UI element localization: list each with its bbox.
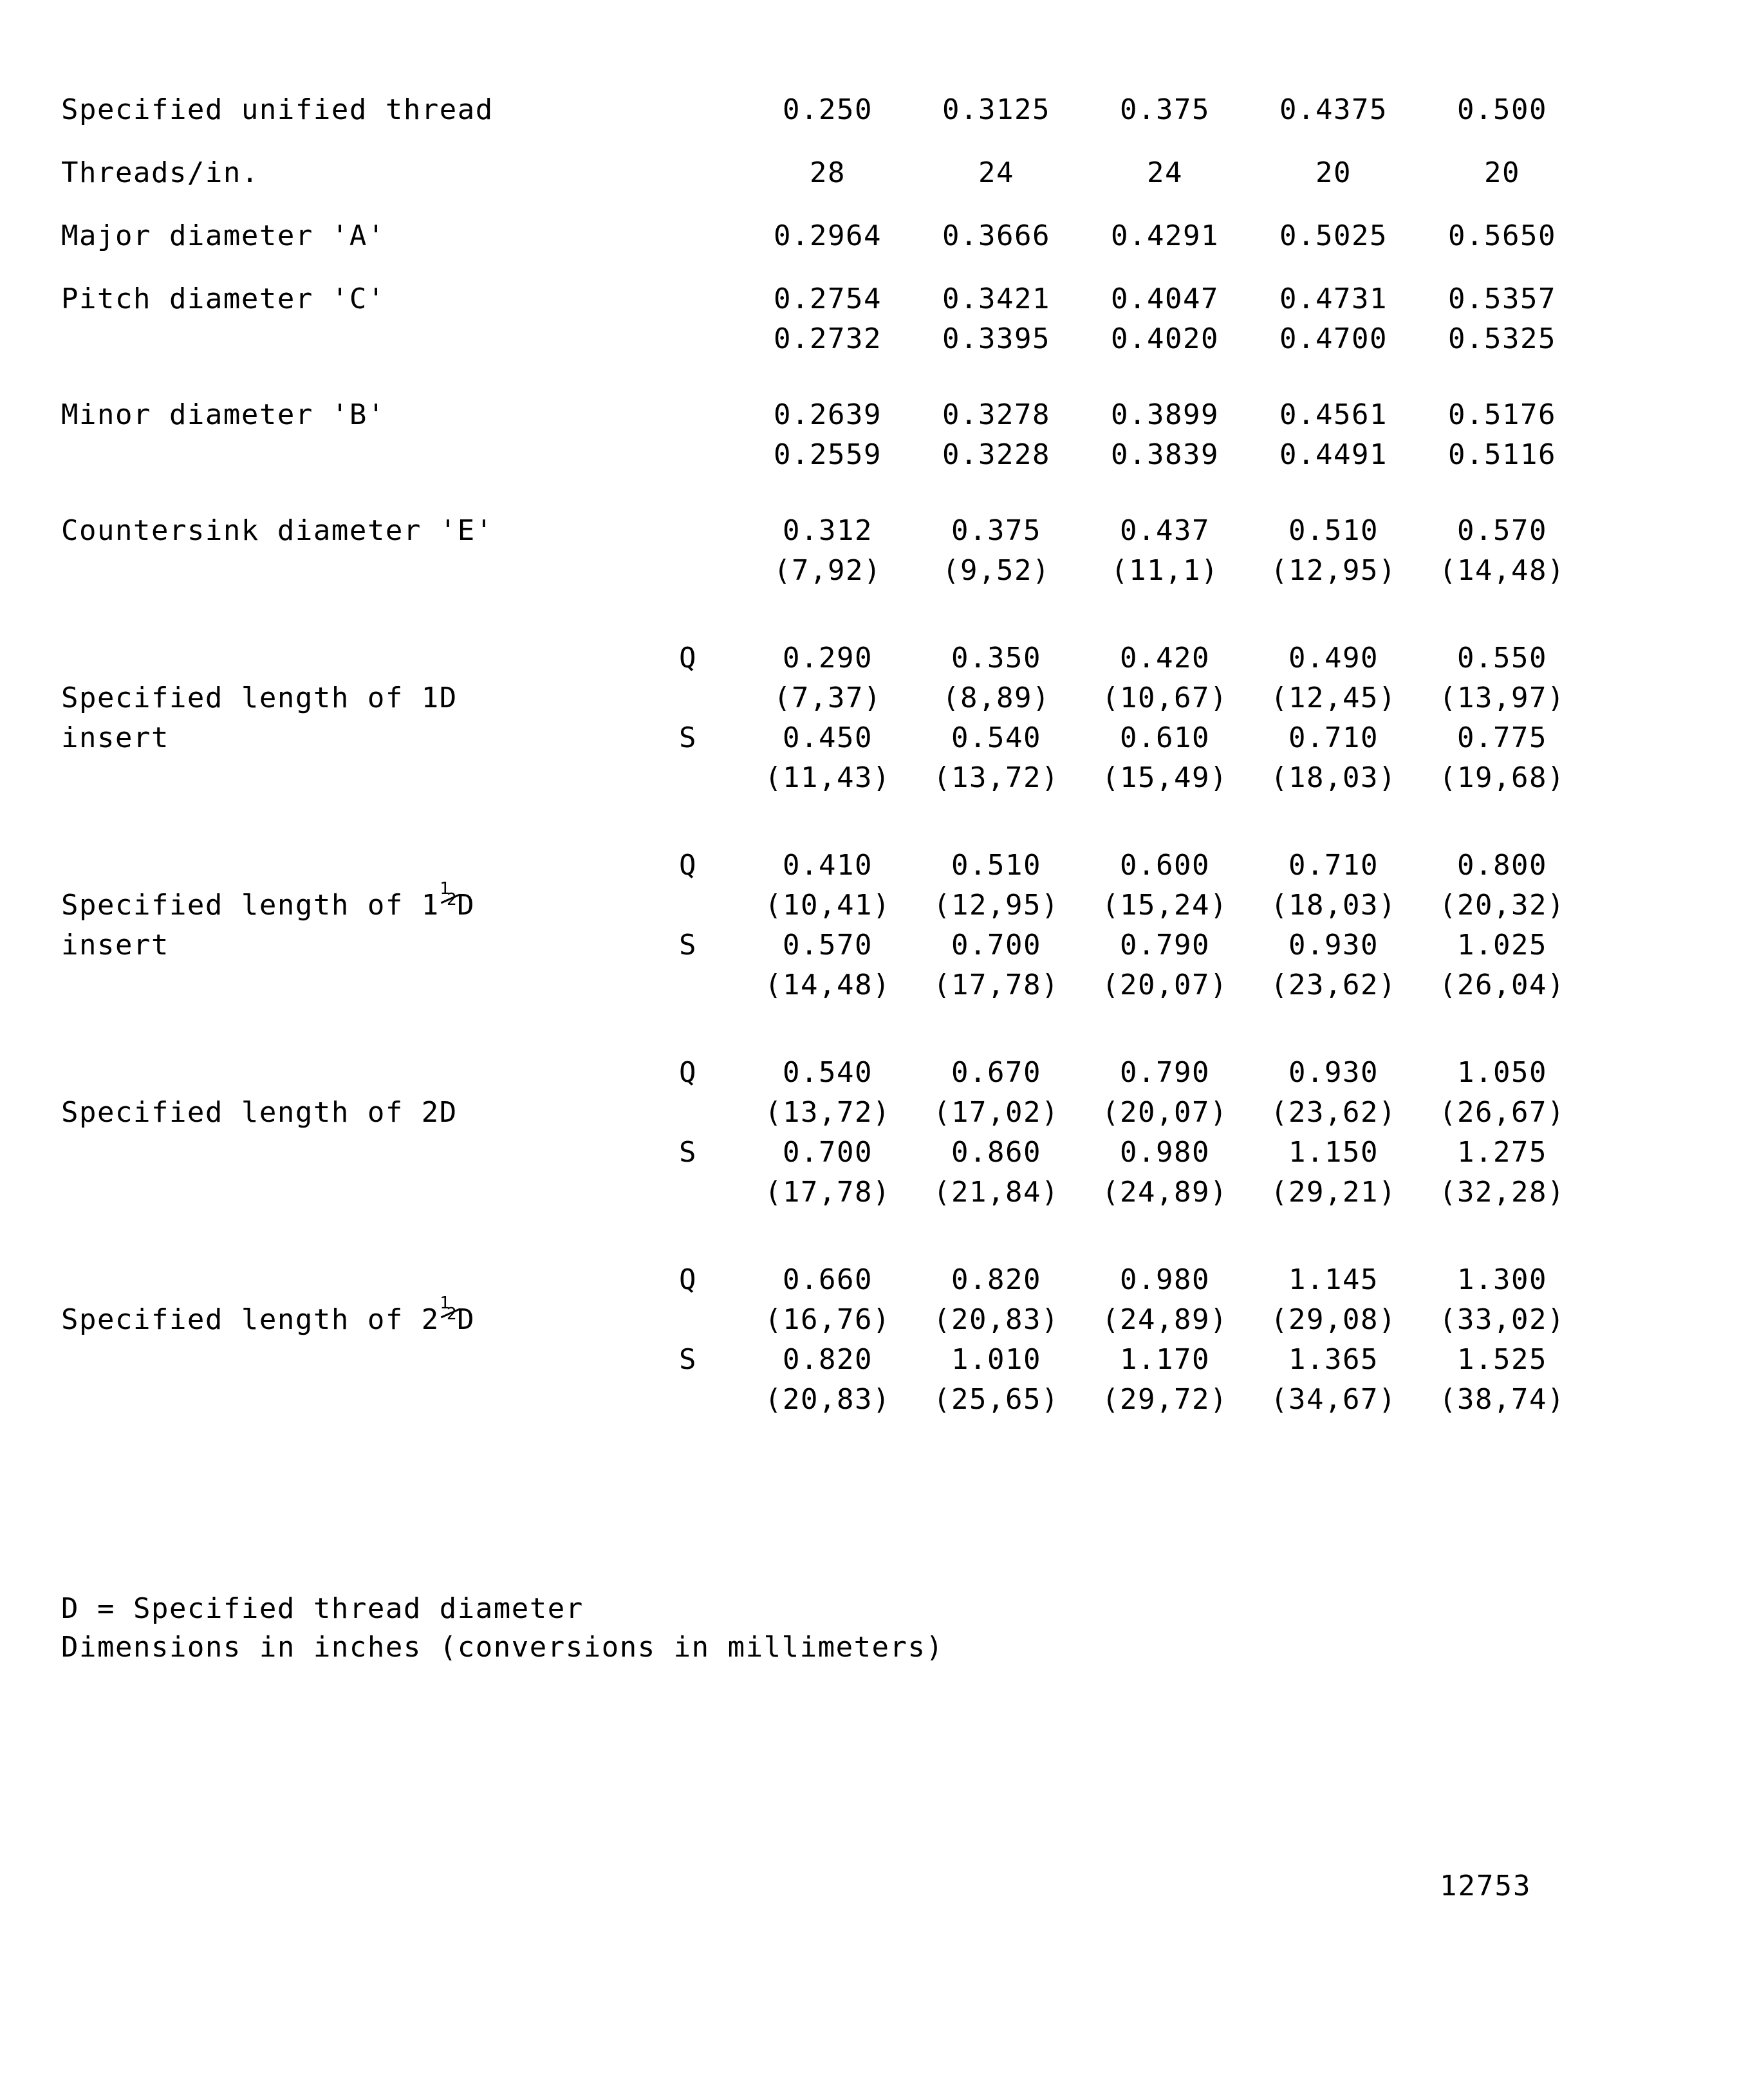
row-label-line1: Specified length of 2D [61,1096,458,1129]
cell-value: 0.5357 [1448,283,1556,315]
cell-value: 0.5650 [1448,219,1556,252]
table-row [61,395,1586,435]
cell-value: 0.350 [951,642,1041,674]
cell-value-mm: (14,48) [765,969,891,1001]
cell-value: 0.4700 [1279,322,1388,355]
row-label-continuation [61,1053,679,1093]
row-label-continuation [61,1340,679,1380]
cell-value: 0.250 [783,93,873,126]
cell-value-mm: (15,49) [1102,761,1228,794]
row-spacer [61,130,1586,153]
thread-dimensions-table [61,90,1586,1420]
cell-value: 0.2754 [774,283,882,315]
row-marker [679,153,743,193]
cell-value: 0.410 [783,849,873,882]
table-row [61,886,1586,925]
row-label-continuation [61,551,679,591]
row-spacer [61,359,1586,395]
cell-value: 0.420 [1120,642,1210,674]
row-marker [679,1173,743,1213]
fraction-numerator: 1 [440,1294,451,1314]
row-marker [679,1093,743,1133]
row-marker [679,1300,743,1340]
cell-value-mm: (16,76) [765,1303,891,1336]
cell-value-mm: (17,02) [933,1096,1059,1129]
cell-value: 0.3395 [942,322,1050,355]
row-marker-q: Q [679,642,697,674]
row-label-continuation [61,1380,679,1420]
cell-value: 0.450 [783,721,873,754]
row-label-continuation [61,638,679,678]
cell-value-mm: (21,84) [933,1176,1059,1209]
cell-value-mm: (23,62) [1270,969,1397,1001]
page-number: 12753 [1440,1870,1532,1902]
cell-value: 0.510 [951,849,1041,882]
cell-value: 0.375 [1120,93,1210,126]
cell-value: 0.980 [1120,1136,1210,1169]
footnote-line: D = Specified thread diameter [61,1592,584,1625]
row-label: Specified unified thread [61,93,494,126]
cell-value-mm: (10,41) [765,889,891,922]
cell-value: 0.700 [783,1136,873,1169]
row-label [61,879,679,925]
cell-value: 0.2732 [774,322,882,355]
row-marker [679,279,743,319]
cell-value: 0.4047 [1111,283,1219,315]
table-row [61,965,1586,1005]
row-marker [679,678,743,718]
cell-value-mm: (17,78) [765,1176,891,1209]
cell-value-mm: (20,83) [933,1303,1059,1336]
cell-value: 1.365 [1288,1343,1379,1376]
cell-value: 1.025 [1457,929,1547,962]
cell-value: 0.710 [1288,721,1379,754]
row-spacer [61,591,1586,638]
cell-value: 0.860 [951,1136,1041,1169]
table-row [61,551,1586,591]
cell-value-mm: (7,37) [774,682,882,714]
cell-value: 0.510 [1288,514,1379,547]
row-label [61,678,679,718]
cell-value-mm: (29,72) [1102,1383,1228,1416]
cell-value-mm: (13,72) [765,1096,891,1129]
row-marker [679,886,743,925]
cell-value-mm: (20,07) [1102,1096,1228,1129]
cell-value: 0.2639 [774,398,882,431]
row-marker [679,965,743,1005]
table-row [61,678,1586,718]
cell-value-mm: (13,72) [933,761,1059,794]
row-label-continuation [61,1133,679,1173]
cell-value: 0.550 [1457,642,1547,674]
cell-value: 0.3839 [1111,438,1219,471]
row-marker [679,395,743,435]
row-marker [679,216,743,256]
cell-value: 0.3899 [1111,398,1219,431]
row-label-continuation [61,1173,679,1213]
fraction-numerator: 1 [440,879,451,899]
table-row [61,758,1586,798]
cell-value: 0.490 [1288,642,1379,674]
row-label: Countersink diameter 'E' [61,514,494,547]
cell-value-mm: (18,03) [1270,889,1397,922]
one-half-fraction-glyph [440,1294,458,1329]
cell-value: 0.500 [1457,93,1547,126]
table-row [61,435,1586,475]
cell-value: 0.3125 [942,93,1050,126]
row-label: Minor diameter 'B' [61,398,386,431]
cell-value: 0.4731 [1279,283,1388,315]
cell-value: 1.050 [1457,1056,1547,1089]
cell-value: 0.670 [951,1056,1041,1089]
row-label-continuation [61,1260,679,1300]
cell-value-mm: (13,97) [1439,682,1565,714]
cell-value-mm: (26,04) [1439,969,1565,1001]
row-marker [679,90,743,130]
table-row [61,1173,1586,1213]
cell-value: 0.930 [1288,1056,1379,1089]
cell-value-mm: (29,08) [1270,1303,1397,1336]
cell-value: 0.980 [1120,1263,1210,1296]
table-row [61,153,1586,193]
cell-value: 0.4020 [1111,322,1219,355]
cell-value: 0.820 [783,1343,873,1376]
row-label-prefix: Specified length of 2 [61,1303,440,1336]
row-spacer [61,256,1586,279]
cell-value-mm: (20,32) [1439,889,1565,922]
row-marker-q: Q [679,1263,697,1296]
footnote-line: Dimensions in inches (conversions in millimeters) [61,1631,944,1664]
cell-value: 24 [1147,156,1183,189]
fraction-denominator: 2 [447,889,458,909]
row-label [61,1294,679,1340]
row-marker [679,1380,743,1420]
table-row [61,1300,1586,1340]
cell-value: 1.300 [1457,1263,1547,1296]
cell-value-mm: (38,74) [1439,1383,1565,1416]
cell-value-mm: (11,43) [765,761,891,794]
cell-value: 1.275 [1457,1136,1547,1169]
table-row [61,1133,1586,1173]
cell-value: 0.2559 [774,438,882,471]
cell-value: 0.5025 [1279,219,1388,252]
cell-value: 0.540 [951,721,1041,754]
row-label-continuation [61,965,679,1005]
cell-value: 0.700 [951,929,1041,962]
table-row [61,1380,1586,1420]
row-marker [679,319,743,359]
cell-value: 0.800 [1457,849,1547,882]
cell-value: 20 [1484,156,1520,189]
row-spacer [61,475,1586,511]
cell-value: 28 [810,156,846,189]
row-marker-s: S [679,929,697,962]
cell-value: 0.790 [1120,929,1210,962]
cell-value: 0.5325 [1448,322,1556,355]
cell-value-mm: (12,95) [933,889,1059,922]
cell-value-mm: (26,67) [1439,1096,1565,1129]
row-marker [679,551,743,591]
cell-value: 0.312 [783,514,873,547]
table-row [61,1053,1586,1093]
cell-value: 0.4291 [1111,219,1219,252]
cell-value: 0.2964 [774,219,882,252]
cell-value: 0.540 [783,1056,873,1089]
cell-value-mm: (19,68) [1439,761,1565,794]
cell-value: 0.660 [783,1263,873,1296]
row-label-line1 [61,1294,679,1340]
cell-value: 0.610 [1120,721,1210,754]
footnotes [61,1590,944,1667]
cell-value-mm: (15,24) [1102,889,1228,922]
row-marker [679,435,743,475]
cell-value: 0.930 [1288,929,1379,962]
cell-value: 1.150 [1288,1136,1379,1169]
cell-value: 0.3421 [942,283,1050,315]
cell-value-mm: (7,92) [774,554,882,587]
cell-value-mm: (23,62) [1270,1096,1397,1129]
cell-value-mm: (11,1) [1111,554,1219,587]
cell-value-mm: (12,95) [1270,554,1397,587]
cell-value: 0.3278 [942,398,1050,431]
row-marker-s: S [679,1136,697,1169]
cell-value-mm: (18,03) [1270,761,1397,794]
row-marker-s: S [679,721,697,754]
row-label-continuation [61,846,679,886]
row-marker [679,758,743,798]
cell-value: 0.570 [1457,514,1547,547]
row-label-continuation [61,435,679,475]
one-half-fraction-glyph [440,879,458,915]
fraction-denominator: 2 [447,1304,458,1324]
cell-value-mm: (17,78) [933,969,1059,1001]
cell-value-mm: (9,52) [942,554,1050,587]
row-spacer [61,1213,1586,1260]
cell-value: 0.710 [1288,849,1379,882]
cell-value: 0.437 [1120,514,1210,547]
row-label [61,1093,679,1133]
row-marker [679,511,743,551]
row-label: Major diameter 'A' [61,219,386,252]
table-row [61,1260,1586,1300]
cell-value: 0.3666 [942,219,1050,252]
cell-value: 20 [1315,156,1352,189]
row-marker-q: Q [679,1056,697,1089]
row-label-line1 [61,879,679,925]
table-row [61,925,1586,965]
row-label-prefix: Specified length of 1 [61,889,440,922]
table-row [61,216,1586,256]
row-spacer [61,193,1586,216]
cell-value: 0.290 [783,642,873,674]
cell-value: 0.5116 [1448,438,1556,471]
table-row [61,90,1586,130]
cell-value: 1.525 [1457,1343,1547,1376]
cell-value-mm: (32,28) [1439,1176,1565,1209]
table-row [61,638,1586,678]
cell-value: 0.375 [951,514,1041,547]
cell-value: 1.010 [951,1343,1041,1376]
table-row [61,1093,1586,1133]
cell-value-mm: (29,21) [1270,1176,1397,1209]
cell-value: 0.4375 [1279,93,1388,126]
cell-value-mm: (24,89) [1102,1303,1228,1336]
row-label-suffix: D [457,1303,476,1336]
row-label-line2: insert [61,721,169,754]
cell-value-mm: (33,02) [1439,1303,1565,1336]
table-row [61,511,1586,551]
table-row [61,718,1586,758]
row-spacer [61,798,1586,846]
row-label: Threads/in. [61,156,259,189]
cell-value: 1.145 [1288,1263,1379,1296]
cell-value-mm: (12,45) [1270,682,1397,714]
cell-value: 1.170 [1120,1343,1210,1376]
row-label [61,718,679,758]
cell-value: 0.3228 [942,438,1050,471]
cell-value-mm: (14,48) [1439,554,1565,587]
row-label: Pitch diameter 'C' [61,283,386,315]
cell-value-mm: (20,07) [1102,969,1228,1001]
row-label-suffix: D [457,889,476,922]
table-row [61,279,1586,319]
cell-value-mm: (10,67) [1102,682,1228,714]
cell-value-mm: (8,89) [942,682,1050,714]
cell-value: 0.775 [1457,721,1547,754]
cell-value: 0.4561 [1279,398,1388,431]
cell-value: 0.570 [783,929,873,962]
cell-value-mm: (25,65) [933,1383,1059,1416]
cell-value-mm: (20,83) [765,1383,891,1416]
cell-value: 0.600 [1120,849,1210,882]
row-label-continuation [61,319,679,359]
row-marker-q: Q [679,849,697,882]
row-label-line2: insert [61,929,169,962]
table-row [61,1340,1586,1380]
cell-value: 24 [978,156,1014,189]
cell-value: 0.5176 [1448,398,1556,431]
row-marker-s: S [679,1343,697,1376]
cell-value-mm: (34,67) [1270,1383,1397,1416]
row-label [61,925,679,965]
table-row [61,846,1586,886]
row-label-continuation [61,758,679,798]
cell-value: 0.790 [1120,1056,1210,1089]
cell-value: 0.4491 [1279,438,1388,471]
row-label-line1: Specified length of 1D [61,682,458,714]
table-row [61,319,1586,359]
cell-value: 0.820 [951,1263,1041,1296]
cell-value-mm: (24,89) [1102,1176,1228,1209]
row-spacer [61,1005,1586,1053]
